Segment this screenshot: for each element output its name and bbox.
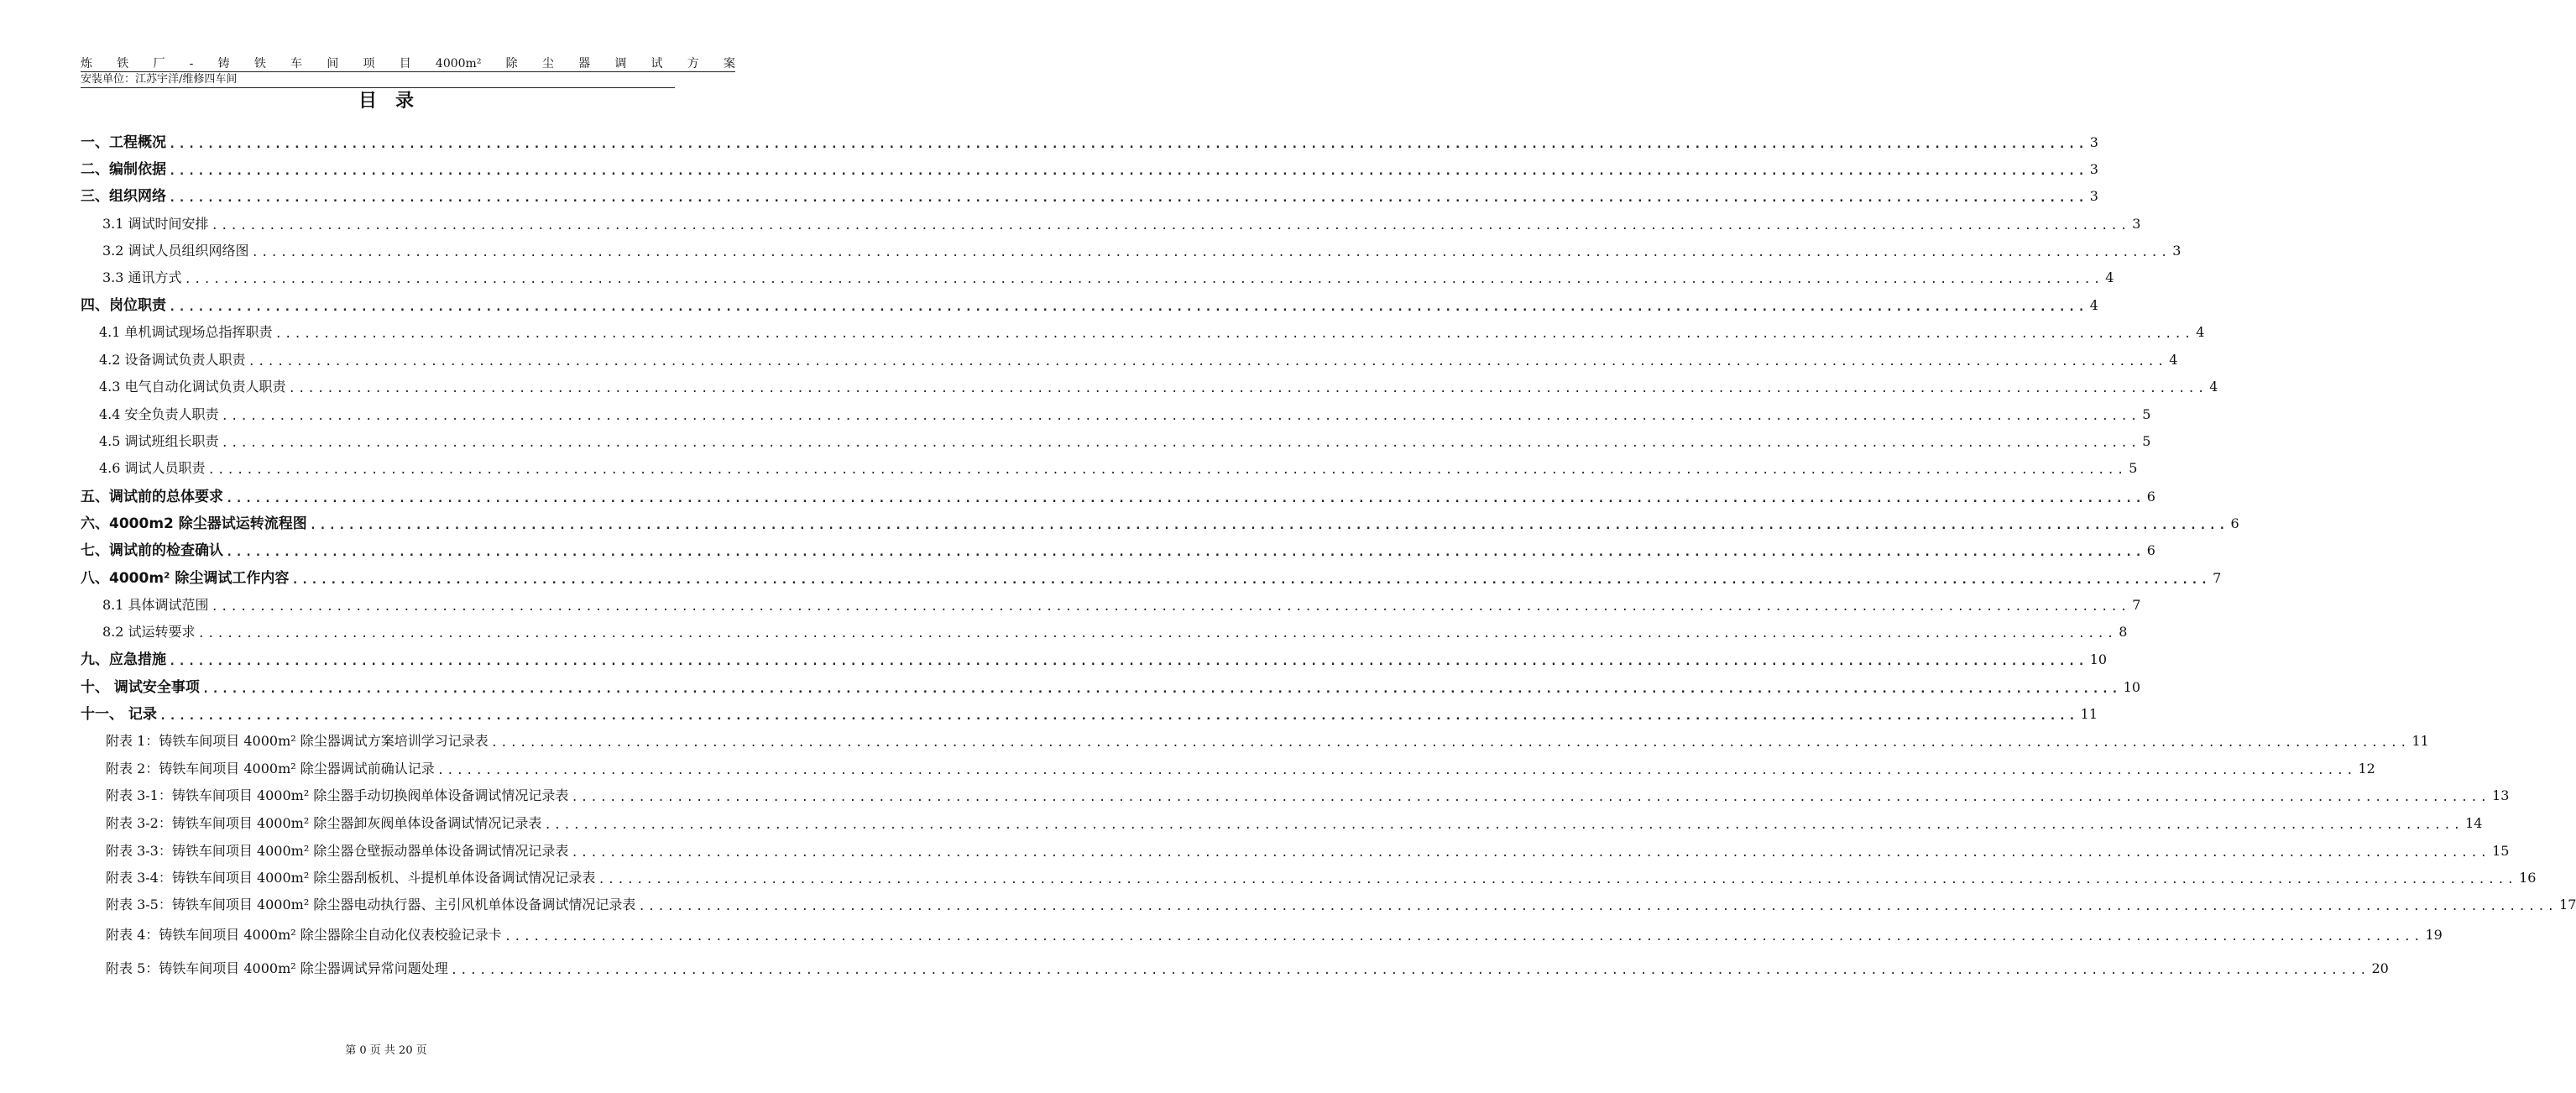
toc-entry-label: 九、应急措施	[81, 651, 166, 668]
toc-entry-page: 8	[2119, 624, 2128, 640]
toc-leader-dots: ........................................................................................................................................................................................................	[201, 682, 2121, 696]
toc-entry-label: 十、 调试安全事项	[81, 679, 200, 696]
toc-entry-page: 5	[2142, 406, 2151, 422]
toc-entry-page: 3	[2172, 243, 2182, 259]
toc-entry-label: 附表 2：铸铁车间项目 4000m² 除尘器调试前确认记录	[106, 761, 435, 777]
header-char: 铁	[253, 57, 266, 71]
toc-entry-page: 10	[2123, 679, 2141, 695]
toc-entry-label: 附表 3-4：铸铁车间项目 4000m² 除尘器刮板机、斗提机单体设备调试情况记录表	[106, 870, 596, 886]
header-char: 方	[687, 57, 699, 71]
toc-leader-dots: ........................................................................................................................................................................................................	[436, 764, 2356, 777]
toc-leader-dots: ........................................................................................................................................................................................................	[169, 138, 2087, 151]
header-char: 案	[723, 57, 735, 71]
toc-leader-dots: ........................................................................................................................................................................................................	[169, 655, 2087, 668]
toc-entry-label: 3.1 调试时间安排	[102, 216, 209, 232]
toc-entry[interactable]	[106, 813, 2483, 833]
toc-entry[interactable]	[106, 924, 2443, 944]
toc-entry-page: 3	[2132, 216, 2141, 232]
toc-entry-page: 3	[2089, 161, 2098, 177]
toc-entry-label: 附表 3-2：铸铁车间项目 4000m² 除尘器卸灰阀单体设备调试情况记录表	[106, 815, 542, 831]
toc-entry-label: 4.6 调试人员职责	[99, 460, 206, 476]
toc-entry[interactable]	[106, 785, 2510, 805]
toc-leader-dots: ........................................................................................................................................................................................................	[221, 437, 2140, 450]
toc-leader-dots: ........................................................................................................................................................................................................	[248, 355, 2167, 369]
toc-entry-label: 8.2 试运转要求	[102, 624, 196, 640]
toc-leader-dots: ........................................................................................................................................................................................................	[169, 191, 2087, 205]
toc-entry-page: 6	[2230, 515, 2239, 531]
toc-entry-page: 17	[2559, 897, 2576, 913]
toc-entry-label: 附表 3-3：铸铁车间项目 4000m² 除尘器仓壁振动器单体设备调试情况记录表	[106, 843, 569, 859]
toc-entry-label: 六、4000m2 除尘器试运转流程图	[81, 515, 307, 532]
toc-entry[interactable]	[106, 730, 2429, 750]
toc-entry-label: 4.3 电气自动化调试负责人职责	[99, 379, 286, 395]
toc-leader-dots: ........................................................................................................................................................................................................	[159, 709, 2078, 723]
toc-entry[interactable]	[99, 376, 2218, 396]
toc-leader-dots: ........................................................................................................................................................................................................	[207, 463, 2127, 477]
toc-entry[interactable]	[99, 349, 2178, 369]
toc-leader-dots: ........................................................................................................................................................................................................	[288, 382, 2208, 395]
toc-entry[interactable]	[81, 132, 2098, 152]
toc-entry[interactable]	[106, 867, 2537, 887]
toc-entry[interactable]	[99, 458, 2138, 478]
toc-entry-label: 附表 3-5：铸铁车间项目 4000m² 除尘器电动执行器、主引风机单体设备调试情况记录表	[106, 897, 636, 913]
toc-entry-page: 7	[2132, 597, 2141, 613]
toc-entry[interactable]	[106, 894, 2576, 914]
toc-entry-label: 附表 1：铸铁车间项目 4000m² 除尘器调试方案培训学习记录表	[106, 733, 489, 749]
toc-entry-label: 二、编制依据	[81, 161, 166, 178]
toc-entry-page: 7	[2213, 570, 2222, 586]
header-char: 调	[614, 57, 627, 71]
toc-entry-page: 3	[2089, 188, 2098, 204]
header-char: 炼	[81, 57, 92, 71]
toc-leader-dots: ........................................................................................................................................................................................................	[544, 818, 2464, 832]
toc-leader-dots: ........................................................................................................................................................................................................	[291, 573, 2211, 587]
toc-entry[interactable]	[81, 486, 2155, 506]
toc-entry-page: 6	[2146, 489, 2155, 505]
toc-entry[interactable]	[81, 567, 2222, 588]
toc-entry[interactable]	[81, 540, 2155, 560]
toc-entry-label: 4.2 设备调试负责人职责	[99, 352, 246, 368]
toc-entry-label: 8.1 具体调试范围	[102, 597, 209, 613]
toc-entry-label: 十一、 记录	[81, 706, 157, 723]
toc-entry-label: 附表 3-1：铸铁车间项目 4000m² 除尘器手动切换阀单体设备调试情况记录表	[106, 787, 569, 803]
toc-entry-label: 七、调试前的检查确认	[81, 542, 223, 559]
header-char: 车	[290, 57, 303, 71]
toc-entry[interactable]	[102, 267, 2114, 287]
toc-entry-page: 10	[2089, 651, 2108, 667]
toc-leader-dots: ........................................................................................................................................................................................................	[169, 165, 2087, 178]
toc-leader-dots: ........................................................................................................................................................................................................	[226, 546, 2145, 559]
header-char: 4000m²	[435, 57, 482, 71]
toc-entry-page: 3	[2089, 134, 2098, 150]
toc-leader-dots: ........................................................................................................................................................................................................	[221, 410, 2140, 423]
toc-title: 目录	[358, 90, 432, 112]
toc-entry-page: 13	[2492, 787, 2510, 803]
header-char: 除	[505, 57, 518, 71]
toc-entry-label: 五、调试前的总体要求	[81, 489, 223, 505]
toc-entry[interactable]	[81, 677, 2141, 697]
toc-entry-label: 3.3 通讯方式	[102, 269, 182, 285]
toc-entry-page: 11	[2411, 733, 2429, 749]
toc-entry[interactable]	[81, 186, 2098, 206]
toc-leader-dots: ........................................................................................................................................................................................................	[169, 301, 2087, 314]
toc-entry-label: 三、组织网络	[81, 188, 166, 205]
header-char: 铁	[117, 57, 129, 71]
toc-leader-dots: ........................................................................................................................................................................................................	[598, 873, 2517, 886]
toc-entry[interactable]	[106, 840, 2510, 860]
toc-entry-page: 5	[2129, 460, 2138, 476]
toc-entry-page: 4	[2169, 352, 2178, 368]
toc-leader-dots: ........................................................................................................................................................................................................	[309, 519, 2229, 532]
toc-leader-dots: ........................................................................................................................................................................................................	[571, 791, 2490, 804]
toc-entry-page: 15	[2492, 843, 2510, 859]
toc-entry-page: 16	[2519, 870, 2537, 886]
toc-entry-label: 一、工程概况	[81, 134, 166, 151]
toc-entry-page: 14	[2465, 815, 2483, 831]
toc-entry[interactable]	[99, 322, 2205, 342]
toc-leader-dots: ........................................................................................................................................................................................................	[274, 327, 2194, 341]
toc-leader-dots: ........................................................................................................................................................................................................	[211, 600, 2130, 614]
toc-entry-page: 4	[2105, 269, 2114, 285]
toc-entry-label: 3.2 调试人员组织网络图	[102, 243, 249, 259]
header-char: 间	[327, 57, 339, 71]
toc-entry-page: 11	[2080, 706, 2098, 722]
toc-entry-label: 4.5 调试班组长职责	[99, 433, 219, 449]
toc-entry-label: 附表 4：铸铁车间项目 4000m² 除尘器除尘自动化仪表校验记录卡	[106, 927, 502, 943]
toc-entry-page: 6	[2146, 542, 2155, 558]
toc-entry-page: 4	[2089, 297, 2098, 313]
header-char: 试	[651, 57, 663, 71]
header-char: -	[189, 57, 194, 71]
toc-entry[interactable]	[81, 159, 2098, 179]
toc-leader-dots: ........................................................................................................................................................................................................	[211, 219, 2130, 233]
header-char: 项	[363, 57, 375, 71]
toc-entry[interactable]	[106, 958, 2389, 978]
header-char: 目	[399, 57, 411, 71]
toc-entry-page: 5	[2142, 433, 2151, 449]
toc-entry-page: 4	[2196, 324, 2205, 340]
header-char: 器	[578, 57, 591, 71]
page-header-unit: 安装单位：江苏宇洋/维修四车间	[81, 73, 675, 88]
toc-entry-label: 附表 5：铸铁车间项目 4000m² 除尘器调试异常问题处理	[106, 960, 448, 976]
toc-leader-dots: ........................................................................................................................................................................................................	[450, 964, 2370, 977]
toc-entry-page: 19	[2425, 927, 2443, 943]
page-footer: 第 0 页 共 20 页	[345, 1044, 427, 1057]
toc-leader-dots: ........................................................................................................................................................................................................	[184, 273, 2103, 286]
toc-entry-page: 12	[2358, 761, 2375, 777]
toc-entry[interactable]	[81, 295, 2098, 315]
toc-entry[interactable]	[102, 213, 2141, 233]
toc-entry-label: 4.4 安全负责人职责	[99, 406, 219, 422]
toc-leader-dots: ........................................................................................................................................................................................................	[638, 900, 2558, 913]
toc-leader-dots: ........................................................................................................................................................................................................	[504, 930, 2423, 944]
toc-entry-label: 四、岗位职责	[81, 297, 166, 314]
toc-entry-label: 八、4000m² 除尘调试工作内容	[81, 570, 290, 587]
toc-leader-dots: ........................................................................................................................................................................................................	[571, 846, 2490, 860]
header-char: 尘	[541, 57, 554, 71]
toc-entry[interactable]	[81, 513, 2239, 533]
toc-leader-dots: ........................................................................................................................................................................................................	[226, 492, 2145, 505]
toc-entry[interactable]	[102, 594, 2141, 614]
toc-entry[interactable]	[81, 703, 2098, 724]
toc-entry[interactable]	[99, 431, 2151, 451]
toc-entry[interactable]	[99, 404, 2151, 424]
toc-entry[interactable]	[81, 649, 2108, 669]
toc-entry-label: 4.1 单机调试现场总指挥职责	[99, 324, 273, 340]
toc-entry[interactable]	[102, 621, 2128, 641]
toc-entry[interactable]	[102, 240, 2182, 260]
toc-entry-page: 20	[2371, 960, 2389, 976]
header-char: 厂	[153, 57, 165, 71]
toc-entry[interactable]	[106, 758, 2375, 778]
toc-leader-dots: ........................................................................................................................................................................................................	[251, 246, 2171, 259]
toc-leader-dots: ........................................................................................................................................................................................................	[490, 736, 2410, 750]
toc-leader-dots: ........................................................................................................................................................................................................	[197, 627, 2117, 641]
toc-entry-page: 4	[2209, 379, 2218, 395]
header-char: 铸	[217, 57, 230, 71]
